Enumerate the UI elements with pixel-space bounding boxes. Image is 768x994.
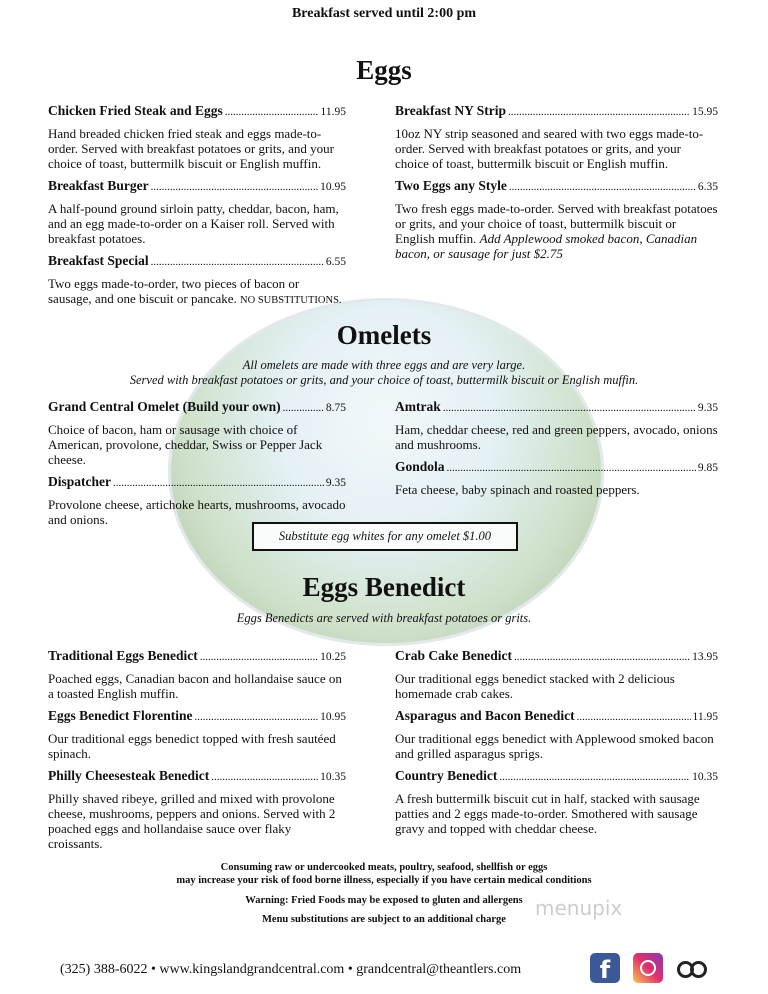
menu-item-price: 6.55 bbox=[325, 256, 346, 268]
menu-item-name: Chicken Fried Steak and Eggs bbox=[48, 103, 223, 118]
menu-item-name: Breakfast Special bbox=[48, 253, 149, 268]
menu-item-header bbox=[48, 252, 346, 271]
menu-item-header bbox=[395, 767, 718, 786]
warning-fried-foods: Warning: Fried Foods may be exposed to gluten and allergens bbox=[245, 895, 523, 906]
menu-item-price: 15.95 bbox=[692, 106, 718, 118]
menu-item bbox=[395, 398, 718, 452]
menu-item-name: Breakfast Burger bbox=[48, 178, 149, 193]
eggs-right-column bbox=[395, 102, 718, 267]
description-text: Two fresh eggs made-to-order. Served with breakfast potatoes or grits, and your choice of toast, buttermilk biscuit or English muffin. bbox=[395, 201, 718, 246]
dot-leader bbox=[151, 254, 324, 271]
menu-item-description bbox=[48, 276, 346, 308]
contact-info: (325) 388-6022 • www.kingslandgrandcentral.com • grandcentral@theantlers.com bbox=[60, 962, 522, 977]
menu-item-header bbox=[48, 177, 346, 196]
menu-item bbox=[48, 767, 346, 851]
dot-leader bbox=[443, 400, 696, 417]
menu-item-description bbox=[48, 671, 346, 701]
menu-item-name: Grand Central Omelet (Build your own) bbox=[48, 399, 281, 414]
menu-item-header bbox=[48, 647, 346, 666]
menu-item-name: Country Benedict bbox=[395, 768, 498, 783]
menu-item-price: 6.35 bbox=[697, 181, 718, 193]
menu-item-header bbox=[48, 398, 346, 417]
menu-item-header bbox=[395, 647, 718, 666]
description-text: Choice of bacon, ham or sausage with choice of American, provolone, cheddar, Swiss or Pepper Jack cheese. bbox=[48, 422, 323, 467]
menu-item-price: 10.35 bbox=[320, 771, 346, 783]
menu-item-header bbox=[48, 707, 346, 726]
menu-item-description bbox=[48, 126, 346, 171]
dot-leader bbox=[447, 460, 696, 477]
menu-item bbox=[48, 647, 346, 701]
menu-item-name: Crab Cake Benedict bbox=[395, 648, 512, 663]
menu-item-description bbox=[48, 791, 346, 851]
description-text: 10oz NY strip seasoned and seared with two eggs made-to-order. Served with breakfast potatoes or grits, and your choice of toast, buttermilk biscuit or English muffin. bbox=[395, 126, 704, 171]
description-text: Ham, cheddar cheese, red and green peppers, avocado, onions and mushrooms. bbox=[395, 422, 718, 452]
menu-item-name: Dispatcher bbox=[48, 474, 111, 489]
menu-item-name: Two Eggs any Style bbox=[395, 178, 507, 193]
menu-item-price: 8.75 bbox=[325, 402, 346, 414]
menu-item-price: 9.35 bbox=[697, 402, 718, 414]
section-title-eggs: Eggs bbox=[356, 55, 412, 85]
omelets-right-column bbox=[395, 398, 718, 503]
benedict-note: Eggs Benedicts are served with breakfast potatoes or grits. bbox=[236, 611, 532, 625]
menu-item bbox=[395, 647, 718, 701]
menu-item-header bbox=[395, 177, 718, 196]
menu-item-note: Add Applewood smoked bacon, Canadian bacon, or sausage for just $2.75 bbox=[395, 231, 698, 261]
menu-item-name: Breakfast NY Strip bbox=[395, 103, 506, 118]
warning-raw-food-2: may increase your risk of food borne illness, especially if you have certain medical conditions bbox=[176, 875, 592, 886]
dot-leader bbox=[225, 104, 319, 121]
menu-item bbox=[395, 177, 718, 261]
menu-item-description bbox=[395, 422, 718, 452]
menu-item-price: 11.95 bbox=[692, 711, 718, 723]
omelets-note-1: All omelets are made with three eggs and are very large. bbox=[242, 358, 526, 372]
description-text: Philly shaved ribeye, grilled and mixed with provolone cheese, mushrooms, peppers and onions. Served with 2 poached eggs and hollandaise sauce over flaky croissants. bbox=[48, 791, 336, 851]
description-text: Provolone cheese, artichoke hearts, mushrooms, avocado and onions. bbox=[48, 497, 346, 527]
menu-item-price: 10.95 bbox=[320, 711, 346, 723]
substitution-charge-note: Menu substitutions are subject to an additional charge bbox=[262, 914, 506, 925]
description-text: Our traditional eggs benedict with Applewood smoked bacon and grilled asparagus sprigs. bbox=[395, 731, 714, 761]
menu-item-description bbox=[395, 791, 718, 836]
menu-item-price: 10.95 bbox=[320, 181, 346, 193]
menu-item-header bbox=[395, 458, 718, 477]
section-title-eggs-benedict: Eggs Benedict bbox=[302, 572, 466, 602]
menu-item-name: Philly Cheesesteak Benedict bbox=[48, 768, 210, 783]
menu-item-description bbox=[48, 422, 346, 467]
benedict-right-column bbox=[395, 647, 718, 842]
menu-item-price: 9.85 bbox=[697, 462, 718, 474]
menu-item-description bbox=[395, 482, 718, 497]
dot-leader bbox=[151, 179, 319, 196]
menupix-watermark: menupix bbox=[535, 896, 623, 920]
menu-item-header bbox=[395, 102, 718, 121]
instagram-icon[interactable] bbox=[633, 953, 663, 983]
menu-item bbox=[395, 707, 718, 761]
menu-item-price: 11.95 bbox=[320, 106, 346, 118]
facebook-icon[interactable]: f bbox=[590, 953, 620, 983]
menu-item bbox=[395, 767, 718, 836]
menu-item bbox=[395, 458, 718, 497]
menu-item bbox=[48, 252, 346, 308]
dot-leader bbox=[200, 649, 318, 666]
description-text: Feta cheese, baby spinach and roasted peppers. bbox=[395, 482, 640, 497]
description-text: Hand breaded chicken fried steak and eggs made-to-order. Served with breakfast potatoes or grits, and your choice of toast, buttermilk biscuit or English muffin. bbox=[48, 126, 334, 171]
description-text: Two eggs made-to-order, two pieces of bacon or sausage, and one biscuit or pancake. bbox=[48, 276, 300, 306]
menu-item-header bbox=[48, 473, 346, 492]
menu-item-price: 9.35 bbox=[325, 477, 346, 489]
description-text: Our traditional eggs benedict stacked with 2 delicious homemade crab cakes. bbox=[395, 671, 675, 701]
menu-item-price: 10.35 bbox=[692, 771, 718, 783]
menu-item-header bbox=[395, 398, 718, 417]
dot-leader bbox=[211, 769, 318, 786]
warning-raw-food-1: Consuming raw or undercooked meats, poultry, seafood, shellfish or eggs bbox=[220, 862, 548, 873]
dot-leader bbox=[195, 709, 319, 726]
breakfast-hours: Breakfast served until 2:00 pm bbox=[291, 6, 477, 21]
tripadvisor-icon[interactable] bbox=[676, 953, 706, 983]
menu-item-header bbox=[395, 707, 718, 726]
menu-item-price: 10.25 bbox=[320, 651, 346, 663]
description-text: Poached eggs, Canadian bacon and hollandaise sauce on a toasted English muffin. bbox=[48, 671, 342, 701]
dot-leader bbox=[514, 649, 690, 666]
menu-item-description bbox=[395, 126, 718, 171]
menu-item bbox=[48, 398, 346, 467]
menu-item-description bbox=[48, 201, 346, 246]
menu-item-description bbox=[48, 731, 346, 761]
dot-leader bbox=[283, 400, 324, 417]
menu-item-name: Asparagus and Bacon Benedict bbox=[395, 708, 575, 723]
description-text: Our traditional eggs benedict topped with fresh sautéed spinach. bbox=[48, 731, 336, 761]
description-text: A fresh buttermilk biscuit cut in half, stacked with sausage patties and 2 eggs made-to-order. Smothered with sausage gravy and topped with cheddar cheese. bbox=[395, 791, 700, 836]
substitute-egg-whites-note: Substitute egg whites for any omelet $1.00 bbox=[252, 522, 518, 551]
menu-item-note: NO SUBSTITUTIONS. bbox=[240, 295, 342, 306]
dot-leader bbox=[113, 475, 324, 492]
dot-leader bbox=[509, 179, 696, 196]
menu-item-name: Gondola bbox=[395, 459, 445, 474]
menu-item-description bbox=[395, 671, 718, 701]
menu-item-header bbox=[48, 102, 346, 121]
dot-leader bbox=[499, 769, 690, 786]
benedict-left-column bbox=[48, 647, 346, 857]
menu-item bbox=[48, 102, 346, 171]
omelets-left-column bbox=[48, 398, 346, 533]
menu-item-description bbox=[395, 731, 718, 761]
menu-item bbox=[48, 473, 346, 527]
menu-item-name: Traditional Eggs Benedict bbox=[48, 648, 198, 663]
menu-item-name: Amtrak bbox=[395, 399, 441, 414]
eggs-left-column bbox=[48, 102, 346, 314]
description-text: A half-pound ground sirloin patty, cheddar, bacon, ham, and an egg made-to-order on a Kaiser roll. Served with breakfast potatoes. bbox=[48, 201, 339, 246]
menu-item-price: 13.95 bbox=[692, 651, 718, 663]
dot-leader bbox=[577, 709, 691, 726]
dot-leader bbox=[508, 104, 690, 121]
menu-item bbox=[48, 707, 346, 761]
menu-item-description bbox=[395, 201, 718, 261]
menu-item bbox=[395, 102, 718, 171]
section-title-omelets: Omelets bbox=[336, 320, 432, 350]
omelets-note-2: Served with breakfast potatoes or grits, and your choice of toast, buttermilk biscuit or English muffin. bbox=[129, 373, 639, 387]
menu-item bbox=[48, 177, 346, 246]
menu-item-name: Eggs Benedict Florentine bbox=[48, 708, 193, 723]
menu-item-header bbox=[48, 767, 346, 786]
